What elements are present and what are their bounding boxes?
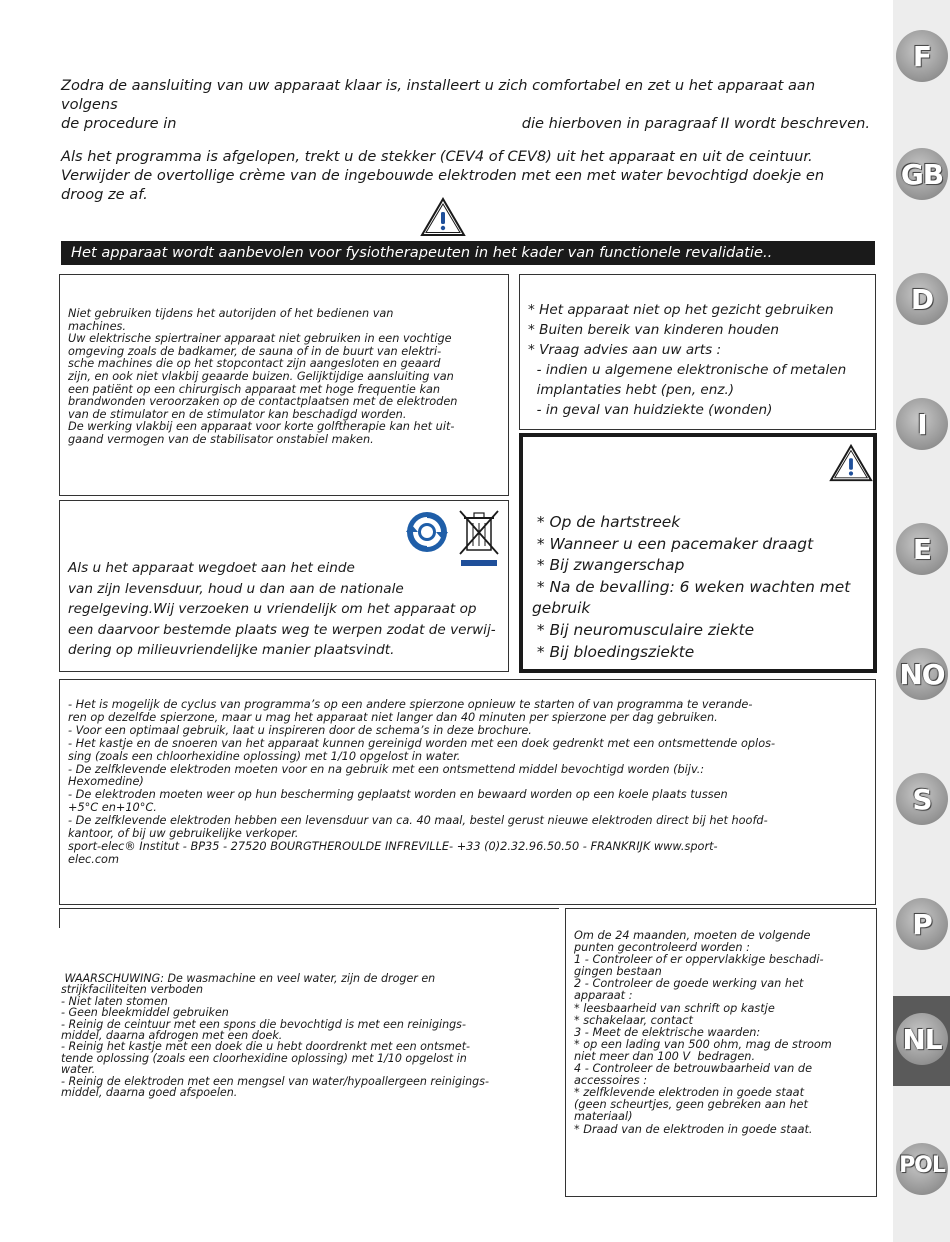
text-line: gingen bestaan: [574, 965, 662, 979]
text-line: * Bij neuromusculaire ziekte: [532, 620, 755, 639]
language-tab-label: E: [912, 533, 932, 566]
text-line: een patiënt op een chirurgisch apparaat met hoge frequentie kan: [68, 382, 441, 396]
language-tab-label: P: [912, 908, 932, 941]
text-line: 1 - Controleer of er oppervlakkige beschadi-: [574, 953, 824, 967]
text-line: Uw elektrische spiertrainer apparaat niet gebruiken in een vochtige: [68, 332, 452, 346]
text-line: regelgeving.Wij verzoeken u vriendelijk om het apparaat op: [68, 601, 477, 618]
text-line: * op een lading van 500 ohm, mag de stroom: [574, 1037, 832, 1051]
text-line: accessoires :: [574, 1074, 647, 1088]
text-line: - Voor een optimaal gebruik, laat u inspireren door de schema’s in deze brochure.: [68, 723, 532, 737]
text-line: 3 - Meet de elektrische waarden:: [574, 1025, 761, 1039]
disposal-box: [59, 500, 509, 672]
text-line: 4 - Controleer de betrouwbaarheid van de: [574, 1062, 813, 1076]
language-tab-pol[interactable]: [892, 1143, 950, 1197]
text-line: zijn, en ook niet vlakbij geaarde buizen. Gelijktijdige aansluiting van: [68, 369, 454, 383]
text-line: * Bij bloedingsziekte: [532, 642, 695, 661]
language-tab-label: F: [912, 40, 932, 73]
text-line: - Reinig de ceintuur met een spons die bevochtigd is met een reinigings-: [61, 1017, 466, 1031]
text-line: - indien u algemene elektronische of metalen: [528, 362, 847, 378]
text-line: gaand vermogen van de stabilisator onstabiel maken.: [68, 432, 374, 446]
language-tab-d[interactable]: [892, 273, 950, 327]
text-line: - De elektroden moeten weer op hun bescherming geplaatst worden en bewaard worden op een koele plaats tussen: [68, 788, 728, 802]
text-line: apparaat :: [574, 989, 633, 1003]
intro-paragraph-2: [61, 147, 874, 204]
intro-line: Verwijder de overtollige crème van de ingebouwde elektroden met een met water bevochtigd doekje en: [61, 167, 825, 184]
text-line: niet meer dan 100 V bedragen.: [574, 1049, 756, 1063]
language-tab-label: POL: [899, 1153, 945, 1178]
text-line: * Bij zwangerschap: [532, 556, 685, 575]
text-line: sing (zoals een chloorhexidine oplossing) met 1/10 opgelost in water.: [68, 749, 461, 763]
language-tab-label: S: [912, 783, 932, 816]
text-line: tende oplossing (zoals een cloorhexidine oplossing) met 1/10 opgelost in: [61, 1051, 467, 1065]
text-line: elec.com: [68, 852, 119, 866]
warning-triangle-icon: [829, 443, 873, 483]
text-line: * Vraag advies aan uw arts :: [528, 342, 722, 358]
text-line: van zijn levensduur, houd u dan aan de nationale: [68, 580, 404, 597]
text-line: +5°C en+10°C.: [68, 801, 157, 815]
text-line: De werking vlakbij een apparaat voor korte golftherapie kan het uit-: [68, 420, 455, 434]
text-line: * Op de hartstreek: [532, 513, 681, 531]
language-tab-nl[interactable]: [892, 1013, 950, 1067]
precautions-text: [528, 300, 873, 420]
intro-line-left: de procedure in: [61, 115, 177, 132]
language-tab-gb[interactable]: [892, 148, 950, 202]
language-tab-i[interactable]: [892, 398, 950, 452]
intro-line: droog ze af.: [61, 186, 148, 203]
wash-box-left-rule: [59, 908, 60, 928]
recommendation-banner: Het apparaat wordt aanbevolen voor fysiotherapeuten in het kader van functionele revalidatie..: [61, 241, 875, 265]
text-line: WAARSCHUWING: De wasmachine en veel water, zijn de droger en: [61, 972, 436, 985]
disposal-text: [68, 558, 504, 661]
text-line: - De zelfklevende elektroden moeten voor en na gebruik met een ontsmettend middel bevochtigd worden (bijv.:: [68, 762, 705, 776]
language-tab-label: D: [910, 283, 934, 316]
text-line: - Niet laten stomen: [61, 994, 168, 1008]
text-line: - Geen bleekmiddel gebruiken: [61, 1006, 229, 1020]
green-dot-recycle-icon: [406, 511, 448, 553]
text-line: Als u het apparaat wegdoet aan het einde: [68, 560, 355, 576]
periodic-check-text: [574, 930, 868, 1136]
text-line: punten gecontroleerd worden :: [574, 941, 750, 955]
text-line: ren op dezelfde spierzone, maar u mag het apparaat niet langer dan 40 minuten per spierzone per dag gebruiken.: [68, 710, 718, 724]
text-line: * Na de bevalling: 6 weken wachten met: [532, 577, 851, 596]
text-line: * leesbaarheid van schrift op kastje: [574, 1001, 775, 1015]
text-line: - in geval van huidziekte (wonden): [528, 402, 773, 418]
washing-instructions-text: [61, 973, 531, 1098]
text-line: * schakelaar, contact: [574, 1013, 693, 1027]
text-line: sport-elec® Institut - BP35 - 27520 BOURGTHEROULDE INFREVILLE- +33 (0)2.32.96.50.50 - FRANKRIJK www.sport-: [68, 839, 718, 853]
text-line: 2 - Controleer de goede werking van het: [574, 977, 804, 991]
language-tab-s[interactable]: [892, 773, 950, 827]
text-line: omgeving zoals de badkamer, de sauna of in de buurt van elektri-: [68, 344, 442, 358]
usage-warning-text: [68, 308, 504, 447]
text-line: Hexomedine): [68, 775, 144, 789]
wash-box-top-rule: [59, 908, 559, 909]
intro-line: Als het programma is afgelopen, trekt u de stekker (CEV4 of CEV8) uit het apparaat en uit de ceintuur.: [61, 148, 813, 165]
text-line: kantoor, of bij uw gebruikelijke verkoper.: [68, 827, 299, 841]
intro-line: Zodra de aansluiting van uw apparaat klaar is, installeert u zich comfortabel en zet u het apparaat aan volgens: [61, 77, 816, 113]
text-line: Niet gebruiken tijdens het autorijden of het bedienen van: [68, 307, 394, 320]
warning-triangle-icon: [420, 197, 466, 237]
text-line: van de stimulator en de stimulator kan beschadigd worden.: [68, 407, 407, 421]
text-line: gebruik: [532, 599, 591, 618]
text-line: * Buiten bereik van kinderen houden: [528, 322, 779, 338]
intro-paragraph-1: [61, 76, 874, 133]
contraindications-text: [532, 512, 872, 663]
text-line: middel, daarna afdrogen met een doek.: [61, 1029, 283, 1043]
language-tab-label: NO: [899, 658, 945, 691]
language-tab-f[interactable]: [892, 30, 950, 84]
text-line: dering op milieuvriendelijke manier plaatsvindt.: [68, 642, 395, 659]
text-line: * zelfklevende elektroden in goede staat: [574, 1086, 805, 1100]
text-line: - Het is mogelijk de cyclus van programma’s op een andere spierzone opnieuw te starten of van programma te verande-: [68, 698, 753, 711]
text-line: water.: [61, 1063, 96, 1077]
usage-warning-box: [59, 274, 509, 496]
periodic-check-box: [565, 908, 877, 1197]
text-line: (geen scheurtjes, geen gebreken aan het: [574, 1098, 808, 1112]
text-line: - Reinig het kastje met een doek die u hebt doordrenkt met een ontsmet-: [61, 1040, 471, 1054]
text-line: materiaal): [574, 1110, 633, 1124]
language-tab-label: I: [917, 408, 927, 441]
text-line: - Reinig de elektroden met een mengsel van water/hypoallergeen reinigings-: [61, 1074, 489, 1088]
text-line: - Het kastje en de snoeren van het apparaat kunnen gereinigd worden met een doek gedrenkt met een ontsmettende oplos-: [68, 736, 776, 750]
text-line: brandwonden veroorzaken op de contactplaatsen met de elektroden: [68, 395, 458, 409]
language-tab-e[interactable]: [892, 523, 950, 577]
language-tab-no[interactable]: [892, 648, 950, 702]
maintenance-text: [68, 699, 873, 867]
text-line: strijkfaciliteiten verboden: [61, 983, 203, 997]
text-line: een daarvoor bestemde plaats weg te werpen zodat de verwij-: [68, 621, 496, 638]
intro-line-right: die hierboven in paragraaf II wordt beschreven.: [521, 115, 870, 132]
language-tab-label: GB: [900, 158, 944, 191]
precautions-box: [519, 274, 876, 430]
language-tab-label: NL: [902, 1023, 942, 1056]
text-line: middel, daarna goed afspoelen.: [61, 1086, 238, 1100]
text-line: machines.: [68, 319, 127, 333]
text-line: * Het apparaat niet op het gezicht gebruiken: [528, 302, 834, 318]
maintenance-box: [59, 679, 876, 905]
text-line: * Wanneer u een pacemaker draagt: [532, 534, 814, 553]
text-line: implantaties hebt (pen, enz.): [528, 382, 735, 398]
language-tab-p[interactable]: [892, 898, 950, 952]
text-line: Om de 24 maanden, moeten de volgende: [574, 929, 811, 942]
contraindications-box: [519, 433, 877, 673]
intro-line: [61, 114, 874, 133]
text-line: * Draad van de elektroden in goede staat.: [574, 1122, 813, 1136]
text-line: sche machines die op het stopcontact zijn aangesloten en geaard: [68, 357, 441, 371]
text-line: - De zelfklevende elektroden hebben een levensduur van ca. 40 maal, bestel gerust nieuwe elektroden direct bij het hoofd-: [68, 814, 768, 828]
